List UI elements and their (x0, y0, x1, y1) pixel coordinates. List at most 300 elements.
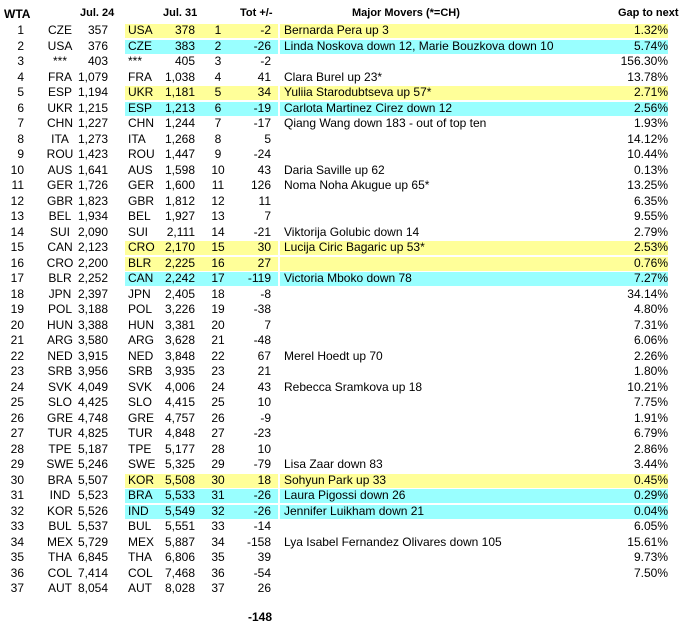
table-row (0, 457, 692, 473)
rank-cell: 28 (10, 441, 24, 456)
country-jul24-cell: AUS (47, 162, 73, 177)
country-jul31-cell: *** (128, 54, 143, 68)
gap-cell: 7.75% (633, 395, 668, 409)
points-jul31-cell: 7,468 (164, 565, 195, 580)
gap-cell: 7.31% (633, 317, 668, 332)
table-row (0, 488, 692, 504)
points-jul24-cell: 3,956 (78, 364, 109, 378)
country-jul31-cell: AUT (128, 581, 152, 595)
country-jul31-cell: JPN (128, 286, 151, 301)
rank-jul31-cell: 29 (211, 457, 225, 471)
rank-jul31-cell: 25 (211, 395, 225, 409)
points-jul31-cell: 3,935 (164, 364, 195, 378)
country-jul31-cell: CHN (128, 116, 154, 130)
country-jul24-cell: POL (47, 302, 72, 316)
points-jul24-cell: 2,200 (78, 255, 109, 270)
country-jul31-cell: MEX (128, 534, 155, 549)
gap-cell: 1.80% (633, 364, 668, 378)
rank-jul31-cell: 17 (211, 271, 225, 285)
country-jul24-cell: CHN (47, 116, 73, 130)
rank-cell: 21 (10, 333, 24, 347)
table-row (0, 411, 692, 427)
rank-cell: 13 (10, 209, 24, 223)
table-row (0, 566, 692, 582)
mover-cell: Viktorija Golubic down 14 (284, 224, 420, 239)
points-jul31-cell: 1,244 (164, 116, 195, 130)
country-jul24-cell: GER (46, 178, 73, 192)
country-jul31-cell: FRA (128, 69, 152, 84)
rank-jul31-cell: 4 (214, 69, 222, 84)
rank-cell: 37 (10, 581, 24, 595)
country-jul31-cell: CRO (128, 240, 155, 254)
gap-cell: 2.53% (633, 240, 668, 254)
table-row (0, 473, 692, 489)
table-row (0, 287, 692, 303)
country-jul31-cell: AUS (128, 162, 153, 177)
gap-cell: 2.86% (633, 441, 668, 456)
country-jul24-cell: SWE (46, 457, 74, 471)
points-jul31-cell: 4,006 (164, 379, 195, 394)
points-jul31-cell: 2,225 (164, 255, 195, 270)
country-jul31-cell: ESP (128, 100, 153, 115)
country-jul24-cell: *** (52, 54, 67, 68)
country-jul31-cell: TUR (128, 426, 153, 440)
tot-change-cell: -14 (253, 519, 271, 533)
table-row (0, 395, 692, 411)
country-jul24-cell: MEX (46, 534, 73, 549)
rank-jul31-cell: 35 (211, 550, 225, 564)
table-row (0, 519, 692, 535)
points-jul31-cell: 4,757 (164, 410, 195, 425)
tot-change-cell: 18 (257, 472, 271, 487)
points-jul24-cell: 2,123 (78, 240, 109, 254)
tot-change-cell: -2 (260, 54, 271, 68)
table-row (0, 581, 692, 597)
tot-change-cell: -48 (253, 333, 271, 347)
table-row (0, 225, 692, 241)
rank-cell: 11 (11, 178, 24, 192)
country-jul24-cell: NED (47, 348, 73, 363)
points-jul24-cell: 6,845 (78, 550, 109, 564)
country-jul24-cell: BUL (48, 519, 72, 533)
tot-change-cell: 43 (257, 162, 271, 177)
table-row (0, 178, 692, 194)
country-jul31-cell: THA (128, 550, 152, 564)
country-jul24-cell: CZE (48, 23, 72, 37)
tot-change-cell: 7 (264, 209, 271, 223)
gap-cell: 2.71% (633, 85, 668, 99)
rank-jul31-cell: 13 (211, 209, 225, 223)
points-jul31-cell: 8,028 (164, 581, 195, 595)
country-jul24-cell: SUI (49, 224, 70, 239)
country-jul24-cell: ARG (46, 333, 73, 347)
country-jul31-cell: ITA (128, 131, 146, 146)
country-jul31-cell: BRA (128, 488, 153, 502)
table-row (0, 333, 692, 349)
tot-change-cell: -26 (253, 488, 271, 502)
tot-change-cell: 41 (257, 69, 271, 84)
mover-cell: Sohyun Park up 33 (284, 472, 387, 487)
rank-jul31-cell: 8 (214, 131, 222, 146)
country-jul31-cell: USA (128, 23, 153, 37)
gap-cell: 0.76% (633, 255, 668, 270)
mover-cell: Noma Noha Akugue up 65* (284, 178, 430, 192)
points-jul24-cell: 357 (87, 23, 108, 37)
gap-cell: 0.04% (633, 503, 668, 518)
points-jul24-cell: 2,252 (78, 271, 109, 285)
tot-change-cell: 43 (257, 379, 271, 394)
rank-cell: 16 (10, 255, 24, 270)
tot-change-cell: -79 (253, 457, 271, 471)
country-jul31-cell: POL (128, 302, 153, 316)
gap-cell: 13.25% (627, 178, 668, 192)
header-tot: Tot +/- (240, 7, 273, 19)
mover-cell: Victoria Mboko down 78 (284, 271, 412, 285)
rank-cell: 22 (10, 348, 24, 363)
points-jul31-cell: 1,181 (164, 85, 195, 99)
country-jul31-cell: SLO (128, 395, 153, 409)
rank-jul31-cell: 3 (214, 54, 222, 68)
tot-change-cell: 21 (257, 364, 271, 378)
gap-cell: 1.91% (633, 410, 668, 425)
tot-change-cell: -2 (260, 23, 271, 37)
gap-cell: 0.13% (633, 162, 668, 177)
tot-change-cell: 67 (257, 348, 271, 363)
rank-jul31-cell: 12 (211, 193, 225, 208)
country-jul31-cell: COL (128, 565, 153, 580)
gap-cell: 3.44% (633, 457, 668, 471)
rank-jul31-cell: 22 (211, 348, 225, 363)
points-jul31-cell: 383 (174, 38, 195, 53)
points-jul24-cell: 5,526 (78, 503, 109, 518)
table-row (0, 349, 692, 365)
points-jul24-cell: 1,215 (78, 100, 109, 115)
points-jul24-cell: 8,054 (78, 581, 109, 595)
mover-cell: Daria Saville up 62 (284, 162, 385, 177)
country-jul24-cell: IND (49, 488, 71, 502)
tot-change-cell: 34 (257, 85, 271, 99)
rank-jul31-cell: 33 (211, 519, 225, 533)
rank-jul31-cell: 15 (211, 240, 225, 254)
country-jul24-cell: GBR (46, 193, 73, 208)
points-jul31-cell: 6,806 (164, 550, 195, 564)
rank-cell: 26 (10, 410, 24, 425)
rank-jul31-cell: 2 (214, 38, 222, 53)
country-jul24-cell: TUR (47, 426, 73, 440)
points-jul31-cell: 5,549 (164, 503, 195, 518)
rank-jul31-cell: 37 (211, 581, 225, 595)
header-movers: Major Movers (*=CH) (352, 7, 460, 19)
rank-jul31-cell: 6 (214, 100, 222, 115)
table-row (0, 39, 692, 55)
points-jul31-cell: 1,038 (164, 69, 195, 84)
header-jul24: Jul. 24 (80, 7, 115, 19)
country-jul31-cell: TPE (128, 441, 152, 456)
points-jul24-cell: 4,049 (78, 379, 109, 394)
rank-cell: 12 (10, 193, 24, 208)
country-jul31-cell: BLR (128, 255, 152, 270)
points-jul31-cell: 3,848 (164, 348, 195, 363)
gap-cell: 10.21% (627, 379, 668, 394)
points-jul24-cell: 5,246 (78, 457, 109, 471)
gap-cell: 6.06% (633, 333, 668, 347)
tot-change-cell: -8 (260, 286, 271, 301)
points-jul31-cell: 405 (174, 54, 195, 68)
table-row (0, 504, 692, 520)
gap-cell: 2.56% (633, 100, 668, 115)
tot-change-cell: 39 (257, 550, 271, 564)
table-row (0, 54, 692, 70)
points-jul24-cell: 3,580 (78, 333, 109, 347)
rank-jul31-cell: 7 (214, 116, 222, 130)
country-jul24-cell: HUN (47, 317, 73, 332)
points-jul24-cell: 5,523 (78, 488, 109, 502)
country-jul24-cell: BLR (48, 271, 72, 285)
country-jul24-cell: AUT (48, 581, 72, 595)
rank-jul31-cell: 16 (211, 255, 225, 270)
gap-cell: 6.79% (633, 426, 668, 440)
gap-cell: 34.14% (627, 286, 668, 301)
table-row (0, 256, 692, 272)
rank-cell: 14 (10, 224, 24, 239)
rank-cell: 33 (10, 519, 24, 533)
rank-jul31-cell: 26 (211, 410, 225, 425)
country-jul24-cell: UKR (47, 100, 73, 115)
tot-change-cell: -54 (253, 565, 271, 580)
tot-change-cell: 126 (250, 178, 271, 192)
points-jul31-cell: 5,551 (164, 519, 195, 533)
country-jul31-cell: CZE (128, 38, 152, 53)
table-row (0, 302, 692, 318)
rank-cell: 6 (17, 100, 24, 115)
mover-cell: Lucija Ciric Bagaric up 53* (284, 240, 425, 254)
mover-cell: Merel Hoedt up 70 (284, 348, 383, 363)
rank-cell: 30 (10, 472, 24, 487)
points-jul24-cell: 1,227 (78, 116, 109, 130)
tot-change-cell: 10 (257, 441, 271, 456)
points-jul31-cell: 1,447 (164, 147, 195, 161)
tot-change-cell: -21 (253, 224, 271, 239)
country-jul31-cell: SUI (128, 224, 149, 239)
rank-cell: 8 (17, 131, 24, 146)
tot-change-cell: 5 (264, 131, 271, 146)
table-row (0, 85, 692, 101)
mover-cell: Laura Pigossi down 26 (284, 488, 406, 502)
points-jul31-cell: 1,268 (164, 131, 195, 146)
points-jul24-cell: 3,388 (78, 317, 109, 332)
points-jul24-cell: 5,537 (78, 519, 109, 533)
tot-change-cell: -17 (253, 116, 271, 130)
rank-jul31-cell: 18 (211, 286, 225, 301)
table-row (0, 271, 692, 287)
table-row (0, 116, 692, 132)
country-jul24-cell: FRA (48, 69, 72, 84)
points-jul24-cell: 3,915 (78, 348, 109, 363)
rank-cell: 20 (10, 317, 24, 332)
rank-jul31-cell: 11 (211, 178, 225, 192)
gap-cell: 0.29% (633, 488, 668, 502)
points-jul31-cell: 3,381 (164, 317, 195, 332)
country-jul24-cell: JPN (48, 286, 72, 301)
gap-cell: 13.78% (627, 69, 668, 84)
points-jul24-cell: 4,748 (78, 410, 109, 425)
rank-jul31-cell: 10 (211, 162, 225, 177)
country-jul31-cell: HUN (128, 317, 154, 332)
country-jul31-cell: BUL (128, 519, 152, 533)
rank-cell: 2 (17, 38, 24, 53)
country-jul31-cell: KOR (128, 472, 155, 487)
points-jul24-cell: 1,273 (78, 131, 109, 146)
country-jul24-cell: CAN (47, 240, 73, 254)
table-row (0, 535, 692, 551)
gap-cell: 156.30% (620, 54, 668, 68)
mover-cell: Lya Isabel Fernandez Olivares down 105 (284, 534, 502, 549)
mover-cell: Qiang Wang down 183 - out of top ten (284, 116, 487, 130)
country-jul24-cell: THA (48, 550, 72, 564)
gap-cell: 7.50% (633, 565, 668, 580)
tot-change-cell: 30 (257, 240, 271, 254)
points-jul24-cell: 7,414 (78, 565, 109, 580)
mover-cell: Bernarda Pera up 3 (284, 23, 389, 37)
rank-jul31-cell: 28 (211, 441, 225, 456)
gap-cell: 9.73% (633, 550, 668, 564)
footer-total: -148 (247, 610, 272, 624)
rank-cell: 3 (17, 54, 24, 68)
points-jul31-cell: 1,598 (164, 162, 195, 177)
gap-cell: 2.26% (633, 348, 668, 363)
country-jul31-cell: SVK (128, 379, 153, 394)
country-jul24-cell: KOR (46, 503, 73, 518)
country-jul24-cell: TPE (48, 441, 72, 456)
rank-cell: 32 (10, 503, 24, 518)
mover-cell: Clara Burel up 23* (284, 69, 383, 84)
rank-cell: 19 (10, 302, 24, 316)
mover-cell: Rebecca Sramkova up 18 (284, 379, 423, 394)
country-jul24-cell: GRE (46, 410, 73, 425)
country-jul31-cell: GRE (128, 410, 155, 425)
table-row (0, 147, 692, 163)
country-jul24-cell: BRA (47, 472, 73, 487)
gap-cell: 7.27% (633, 271, 668, 285)
rank-cell: 5 (17, 85, 24, 99)
points-jul31-cell: 2,111 (166, 224, 195, 239)
points-jul31-cell: 5,177 (164, 441, 195, 456)
country-jul24-cell: USA (47, 38, 73, 53)
rank-jul31-cell: 34 (211, 534, 225, 549)
table-row (0, 194, 692, 210)
tot-change-cell: -38 (253, 302, 271, 316)
country-jul24-cell: ROU (46, 147, 74, 161)
country-jul31-cell: ROU (128, 147, 155, 161)
table-row (0, 132, 692, 148)
country-jul31-cell: GER (128, 178, 155, 192)
points-jul24-cell: 5,507 (78, 472, 109, 487)
points-jul24-cell: 376 (87, 38, 108, 53)
rank-jul31-cell: 36 (211, 565, 225, 580)
points-jul31-cell: 4,415 (164, 395, 195, 409)
points-jul31-cell: 3,628 (164, 333, 195, 347)
country-jul24-cell: SLO (47, 395, 72, 409)
rank-jul31-cell: 9 (214, 147, 222, 161)
points-jul24-cell: 5,729 (78, 534, 109, 549)
mover-cell: Jennifer Luikham down 21 (284, 503, 425, 518)
tot-change-cell: -26 (253, 503, 271, 518)
tot-change-cell: -24 (253, 147, 271, 161)
gap-cell: 6.35% (633, 193, 668, 208)
mover-cell: Linda Noskova down 12, Marie Bouzkova down 10 (284, 38, 554, 53)
points-jul31-cell: 3,226 (164, 302, 195, 316)
points-jul24-cell: 1,194 (78, 85, 109, 99)
tot-change-cell: -9 (260, 410, 271, 425)
rank-cell: 29 (10, 457, 24, 471)
rank-jul31-cell: 27 (211, 426, 225, 440)
gap-cell: 0.45% (633, 472, 668, 487)
rank-cell: 4 (17, 69, 24, 84)
country-jul31-cell: GBR (128, 193, 155, 208)
rank-jul31-cell: 31 (211, 488, 225, 502)
tot-change-cell: 7 (264, 317, 271, 332)
table-row (0, 101, 692, 117)
rank-cell: 1 (17, 23, 24, 37)
rank-jul31-cell: 5 (214, 85, 222, 99)
rank-cell: 25 (10, 395, 24, 409)
rank-cell: 36 (10, 565, 24, 580)
gap-cell: 15.61% (627, 534, 668, 549)
country-jul31-cell: UKR (128, 85, 154, 99)
table-row (0, 442, 692, 458)
gap-cell: 10.44% (627, 147, 668, 161)
country-jul24-cell: SVK (47, 379, 72, 394)
country-jul24-cell: ESP (47, 85, 72, 99)
mover-cell: Lisa Zaar down 83 (284, 457, 383, 471)
tot-change-cell: 11 (258, 193, 271, 208)
points-jul31-cell: 2,242 (164, 271, 195, 285)
rank-jul31-cell: 19 (211, 302, 225, 316)
country-jul31-cell: ARG (128, 333, 155, 347)
rank-cell: 17 (10, 271, 24, 285)
table-row (0, 426, 692, 442)
points-jul24-cell: 1,726 (78, 178, 109, 192)
mover-cell: Carlota Martinez Cirez down 12 (284, 100, 453, 115)
table-row (0, 240, 692, 256)
points-jul24-cell: 5,187 (78, 441, 109, 456)
points-jul31-cell: 1,927 (164, 209, 195, 223)
gap-cell: 5.74% (633, 38, 668, 53)
points-jul24-cell: 4,425 (78, 395, 109, 409)
table-row (0, 163, 692, 179)
rank-jul31-cell: 30 (211, 472, 225, 487)
table-row (0, 364, 692, 380)
country-jul31-cell: SRB (128, 364, 153, 378)
header-wta: WTA (4, 7, 31, 21)
points-jul31-cell: 1,812 (164, 193, 195, 208)
country-jul24-cell: CRO (46, 255, 74, 270)
rank-jul31-cell: 24 (211, 379, 225, 394)
points-jul24-cell: 403 (87, 54, 108, 68)
rank-cell: 15 (10, 240, 24, 254)
rank-cell: 7 (17, 116, 24, 130)
tot-change-cell: 10 (257, 395, 271, 409)
points-jul31-cell: 5,325 (164, 457, 195, 471)
table-row (0, 70, 692, 86)
header-gap: Gap to next (618, 7, 679, 19)
points-jul31-cell: 1,600 (164, 178, 195, 192)
table-row (0, 209, 692, 225)
country-jul31-cell: SWE (128, 457, 156, 471)
points-jul31-cell: 5,533 (164, 488, 195, 502)
points-jul31-cell: 5,887 (164, 534, 195, 549)
points-jul24-cell: 1,079 (78, 69, 109, 84)
